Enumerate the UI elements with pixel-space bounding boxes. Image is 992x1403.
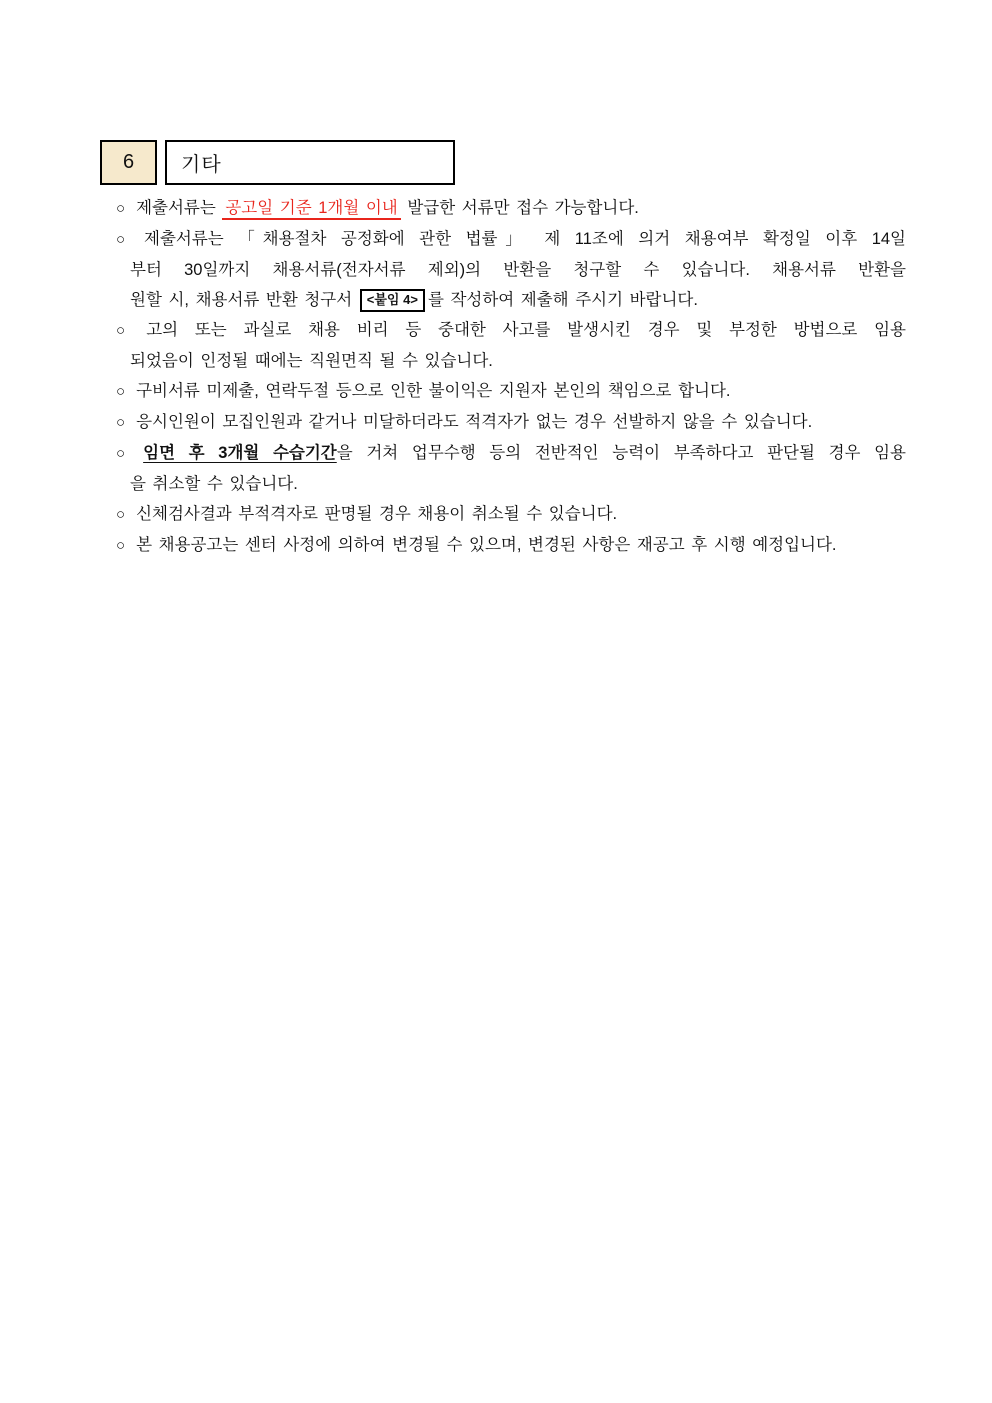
list-item-probation xyxy=(100,438,906,499)
text-segment: 되었음이 인정될 때에는 직원면직 될 수 있습니다. xyxy=(130,352,493,370)
circle-bullet-icon: ○ xyxy=(116,231,133,248)
text-segment: 제출서류는 xyxy=(136,199,216,217)
red-underline-text: 공고일 기준 1개월 이내 xyxy=(222,199,400,220)
text-segment: 구비서류 미제출, 연락두절 등으로 인한 불이익은 지원자 본인의 책임으로 합니다. xyxy=(136,382,731,400)
circle-bullet-icon: ○ xyxy=(116,445,133,462)
text-segment: 를 작성하여 제출해 주시기 바랍니다. xyxy=(427,291,698,309)
list-item-document-return xyxy=(100,224,906,315)
list-item-dismissal xyxy=(100,315,906,376)
text-segment: 본 채용공고는 센터 사정에 의하여 변경될 수 있으며, 변경된 사항은 재공고 후 시행 예정입니다. xyxy=(136,536,837,554)
circle-bullet-icon: ○ xyxy=(116,200,126,217)
text-segment: 을 거쳐 업무수행 등의 전반적인 능력이 부족하다고 판단될 경우 임용 xyxy=(336,444,906,462)
text-segment: 제출서류는 「채용절차 공정화에 관한 법률」 제 11조에 의거 채용여부 확정일 이후 14일 xyxy=(144,230,906,248)
text-line xyxy=(100,346,906,376)
bullet-list xyxy=(100,193,906,561)
bold-underline-text: 임면 후 3개월 수습기간 xyxy=(143,444,337,462)
attachment-4-badge: <붙임 4> xyxy=(360,289,425,312)
text-segment: 부터 30일까지 채용서류(전자서류 제외)의 반환을 청구할 수 있습니다. 채용서류 반환을 xyxy=(130,261,906,279)
text-segment: 신체검사결과 부적격자로 판명될 경우 채용이 취소될 수 있습니다. xyxy=(136,505,618,523)
list-item-no-selection xyxy=(100,407,906,438)
section-number: 6 xyxy=(122,151,135,173)
text-line xyxy=(100,285,906,315)
text-line xyxy=(100,438,906,469)
list-item-documents-validity xyxy=(100,193,906,224)
circle-bullet-icon: ○ xyxy=(116,506,126,523)
section-title: 기타 xyxy=(181,154,222,176)
list-item-applicant-responsibility xyxy=(100,376,906,407)
circle-bullet-icon: ○ xyxy=(116,322,136,339)
text-segment: 고의 또는 과실로 채용 비리 등 중대한 사고를 발생시킨 경우 및 부정한 방법으로 임용 xyxy=(146,321,906,339)
text-line xyxy=(100,469,906,499)
list-item-physical-exam xyxy=(100,499,906,530)
section-title-box xyxy=(165,140,455,185)
text-line xyxy=(100,315,906,346)
text-segment: 을 취소할 수 있습니다. xyxy=(130,475,298,493)
text-line xyxy=(100,255,906,285)
text-segment: 원할 시, 채용서류 반환 청구서 xyxy=(130,291,359,309)
text-segment: 발급한 서류만 접수 가능합니다. xyxy=(407,199,639,217)
list-item-notice-change xyxy=(100,530,906,561)
circle-bullet-icon: ○ xyxy=(116,414,126,431)
section-number-box xyxy=(100,140,157,185)
text-segment: 응시인원이 모집인원과 같거나 미달하더라도 적격자가 없는 경우 선발하지 않을 수 있습니다. xyxy=(136,413,813,431)
circle-bullet-icon: ○ xyxy=(116,383,126,400)
section-header xyxy=(100,140,455,185)
circle-bullet-icon: ○ xyxy=(116,537,126,554)
text-line xyxy=(100,224,906,255)
